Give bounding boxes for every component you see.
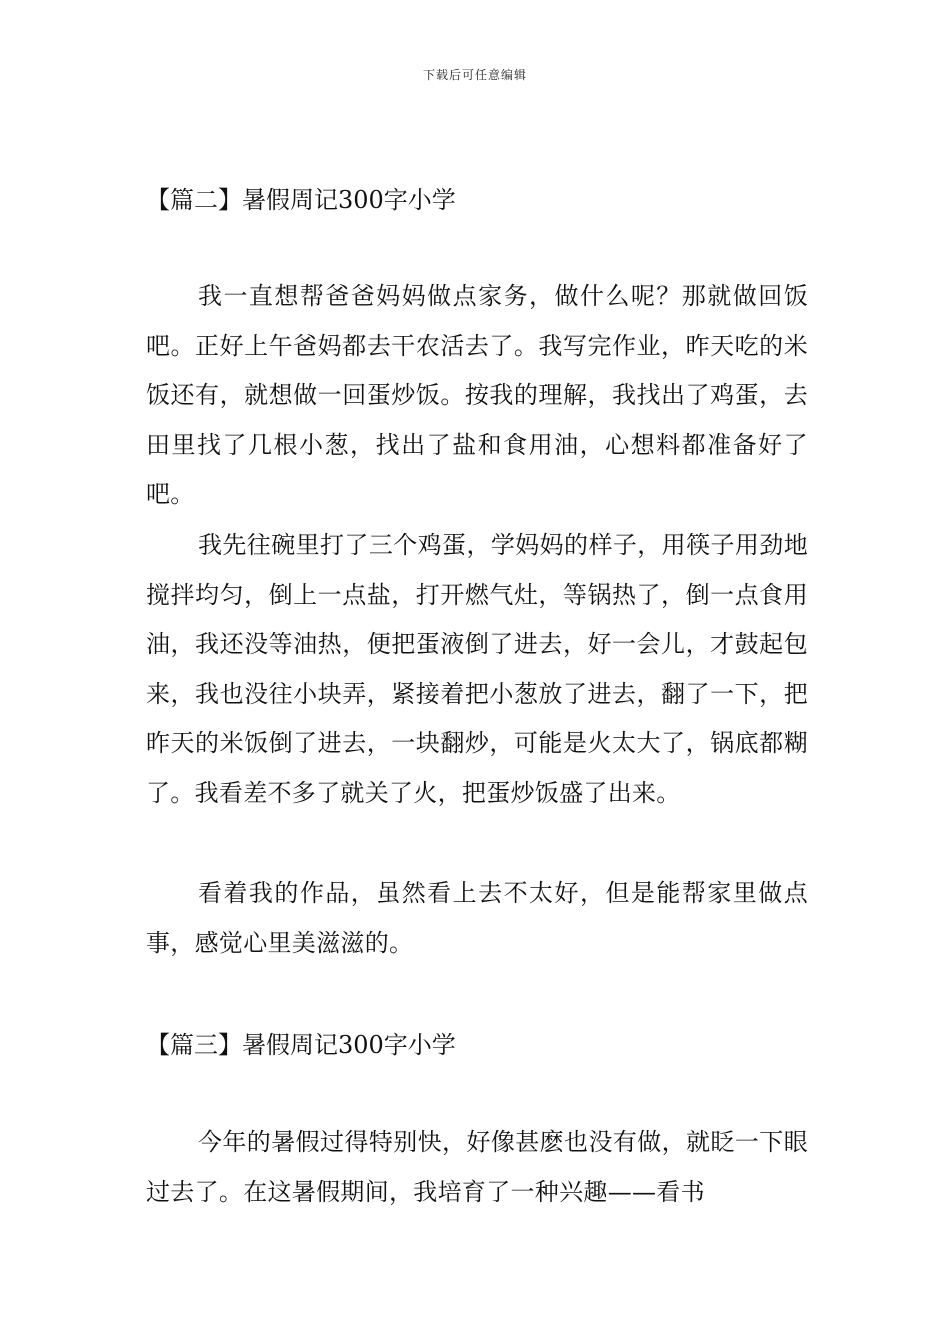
paragraph: 看着我的作品，虽然看上去不太好，但是能帮家里做点事，感觉心里美滋滋的。 (146, 879, 808, 957)
section-title-3: 【篇三】暑假周记300字小学 (146, 1031, 456, 1059)
paragraph: 我一直想帮爸爸妈妈做点家务，做什么呢？那就做回饭吧。正好上午爸妈都去干农活去了。我写完作业，昨天吃的米饭还有，就想做一回蛋炒饭。按我的理解，我找出了鸡蛋，去田里找了几根小葱，找出了盐和食用油，心想料都准备好了吧。 (146, 282, 808, 508)
header-note: 下载后可任意编辑 (422, 68, 527, 82)
paragraph: 今年的暑假过得特别快，好像甚麽也没有做，就眨一下眼过去了。在这暑假期间，我培育了一种兴趣——看书 (146, 1128, 808, 1206)
paragraph: 我先往碗里打了三个鸡蛋，学妈妈的样子，用筷子用劲地搅拌均匀，倒上一点盐，打开燃气灶，等锅热了，倒一点食用油，我还没等油热，便把蛋液倒了进去，好一会儿，才鼓起包来，我也没往小块弄，紧接着把小葱放了进去，翻了一下，把昨天的米饭倒了进去，一块翻炒，可能是火太大了，锅底都糊了。我看差不多了就关了火，把蛋炒饭盛了出来。 (146, 531, 808, 807)
section-title-2: 【篇二】暑假周记300字小学 (146, 186, 456, 214)
